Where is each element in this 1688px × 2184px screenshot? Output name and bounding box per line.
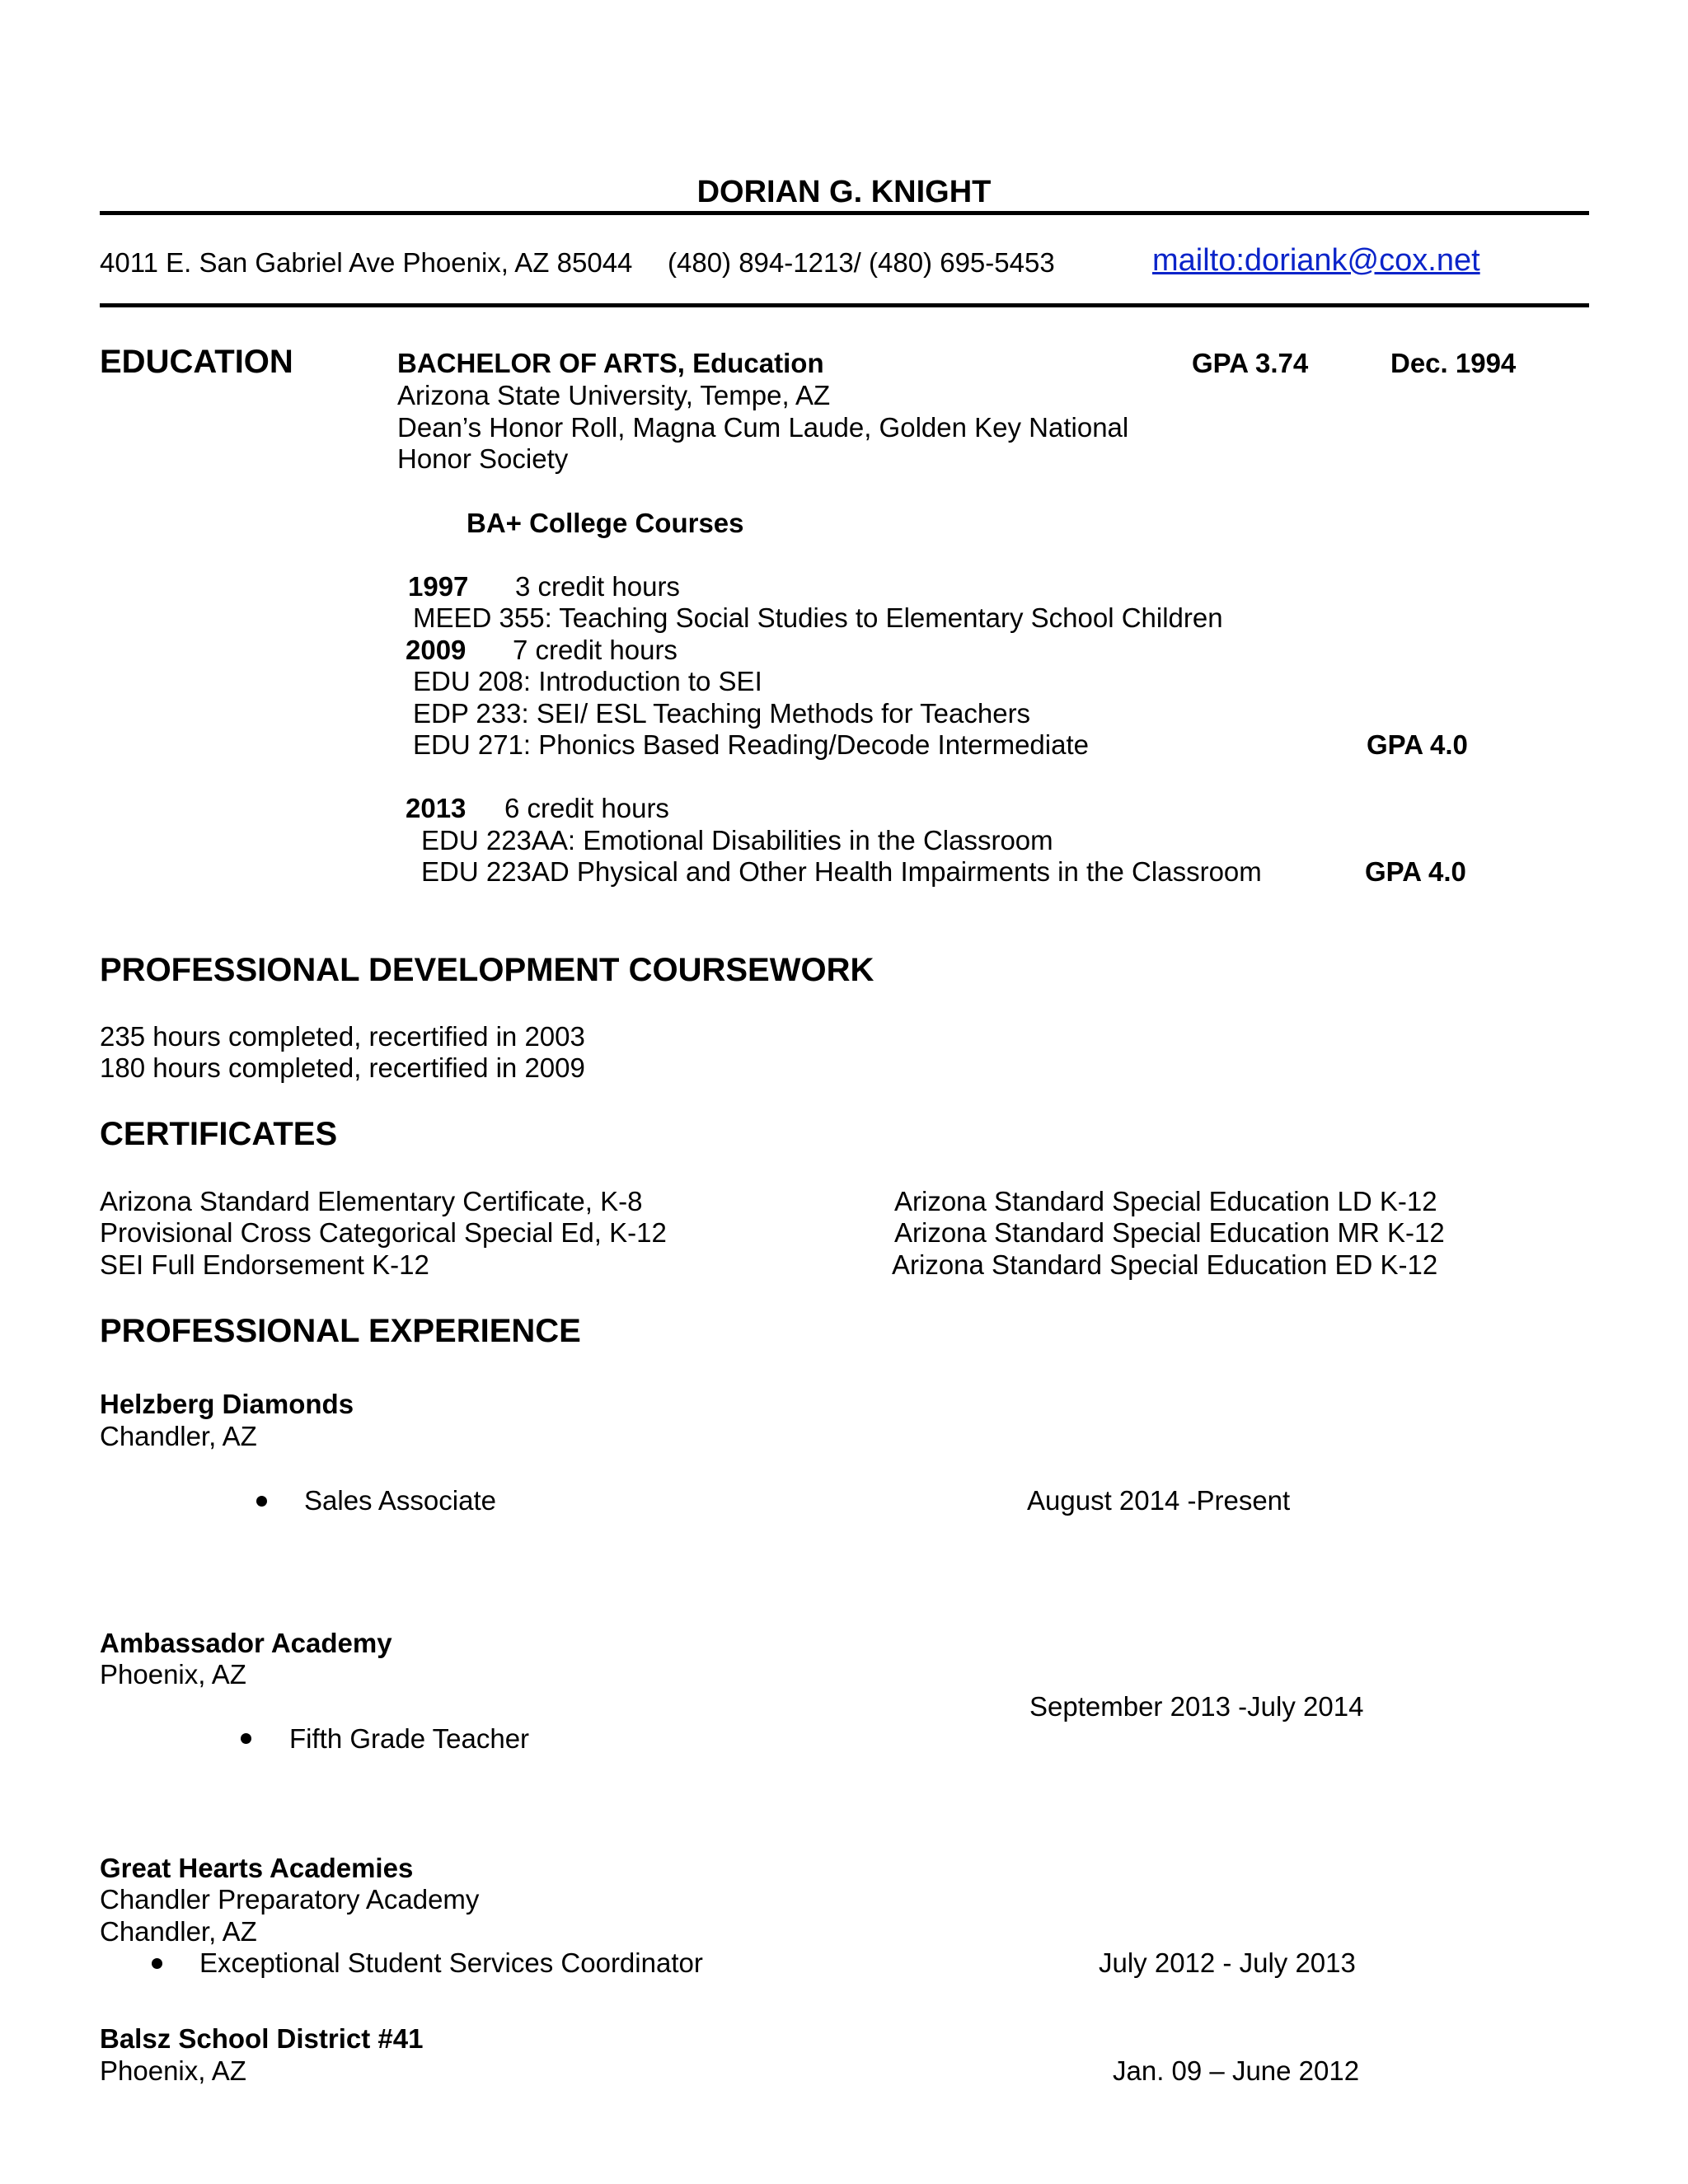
certificate: Provisional Cross Categorical Special Ed, K-12 (100, 1217, 667, 1248)
job-role: Sales Associate (304, 1485, 496, 1516)
top-rule (100, 211, 1589, 215)
employer: Balsz School District #41 (100, 2023, 424, 2054)
degree-date: Dec. 1994 (1390, 348, 1517, 378)
course: EDU 271: Phonics Based Reading/Decode Intermediate (413, 729, 1089, 760)
resume-name: DORIAN G. KNIGHT (696, 175, 992, 209)
pd-line: 235 hours completed, recertified in 2003 (100, 1021, 585, 1052)
employer: Helzberg Diamonds (100, 1389, 354, 1419)
certificate: Arizona Standard Special Education ED K-12 (892, 1249, 1438, 1280)
course: EDU 223AA: Emotional Disabilities in the Classroom (421, 825, 1053, 855)
honors-line: Dean’s Honor Roll, Magna Cum Laude, Golden Key National (397, 412, 1129, 443)
job-location: Phoenix, AZ (100, 2055, 246, 2086)
job-sublocation: Chandler Preparatory Academy (100, 1884, 480, 1915)
term-year: 1997 (408, 571, 469, 602)
section-heading-experience: PROFESSIONAL EXPERIENCE (100, 1313, 581, 1349)
bullet-icon (256, 1496, 267, 1507)
term-year: 2009 (406, 635, 467, 665)
job-role: Exceptional Student Services Coordinator (199, 1947, 703, 1978)
address: 4011 E. San Gabriel Ave Phoenix, AZ 85044 (100, 247, 633, 278)
course: MEED 355: Teaching Social Studies to Elementary School Children (413, 602, 1223, 633)
course: EDU 208: Introduction to SEI (413, 666, 762, 696)
certificate: Arizona Standard Elementary Certificate, K-8 (100, 1186, 643, 1216)
term-hours: 3 credit hours (515, 571, 680, 602)
degree: BACHELOR OF ARTS, Education (397, 348, 824, 378)
job-dates: September 2013 -July 2014 (1029, 1691, 1364, 1722)
certificate: Arizona Standard Special Education LD K-12 (894, 1186, 1437, 1216)
courses-heading: BA+ College Courses (467, 508, 744, 538)
job-dates: July 2012 - July 2013 (1099, 1947, 1356, 1978)
course: EDP 233: SEI/ ESL Teaching Methods for Teachers (413, 698, 1031, 729)
pd-line: 180 hours completed, recertified in 2009 (100, 1052, 585, 1083)
school: Arizona State University, Tempe, AZ (397, 380, 831, 410)
job-location: Chandler, AZ (100, 1421, 257, 1451)
phone-numbers: (480) 894-1213/ (480) 695-5453 (668, 247, 1055, 278)
bullet-icon (241, 1733, 251, 1744)
degree-gpa: GPA 3.74 (1192, 348, 1309, 378)
bullet-icon (152, 1958, 162, 1969)
course: EDU 223AD Physical and Other Health Impairments in the Classroom (421, 856, 1262, 887)
job-location: Phoenix, AZ (100, 1659, 246, 1690)
term-hours: 7 credit hours (513, 635, 678, 665)
email-link[interactable]: mailto:doriank@cox.net (1152, 243, 1480, 278)
certificate: Arizona Standard Special Education MR K-12 (894, 1217, 1445, 1248)
employer: Ambassador Academy (100, 1628, 392, 1658)
job-location: Chandler, AZ (100, 1916, 257, 1947)
job-dates: August 2014 -Present (1027, 1485, 1291, 1516)
job-role: Fifth Grade Teacher (289, 1723, 530, 1754)
section-heading-certificates: CERTIFICATES (100, 1116, 338, 1152)
section-heading-education: EDUCATION (100, 344, 293, 380)
bottom-rule (100, 303, 1589, 307)
section-heading-pd: PROFESSIONAL DEVELOPMENT COURSEWORK (100, 952, 874, 988)
job-dates: Jan. 09 – June 2012 (1113, 2055, 1360, 2086)
course-gpa: GPA 4.0 (1365, 856, 1466, 887)
honors-line: Honor Society (397, 443, 569, 474)
term-hours: 6 credit hours (504, 793, 669, 823)
certificate: SEI Full Endorsement K-12 (100, 1249, 429, 1280)
term-year: 2013 (406, 793, 467, 823)
employer: Great Hearts Academies (100, 1853, 414, 1883)
course-gpa: GPA 4.0 (1367, 729, 1468, 760)
